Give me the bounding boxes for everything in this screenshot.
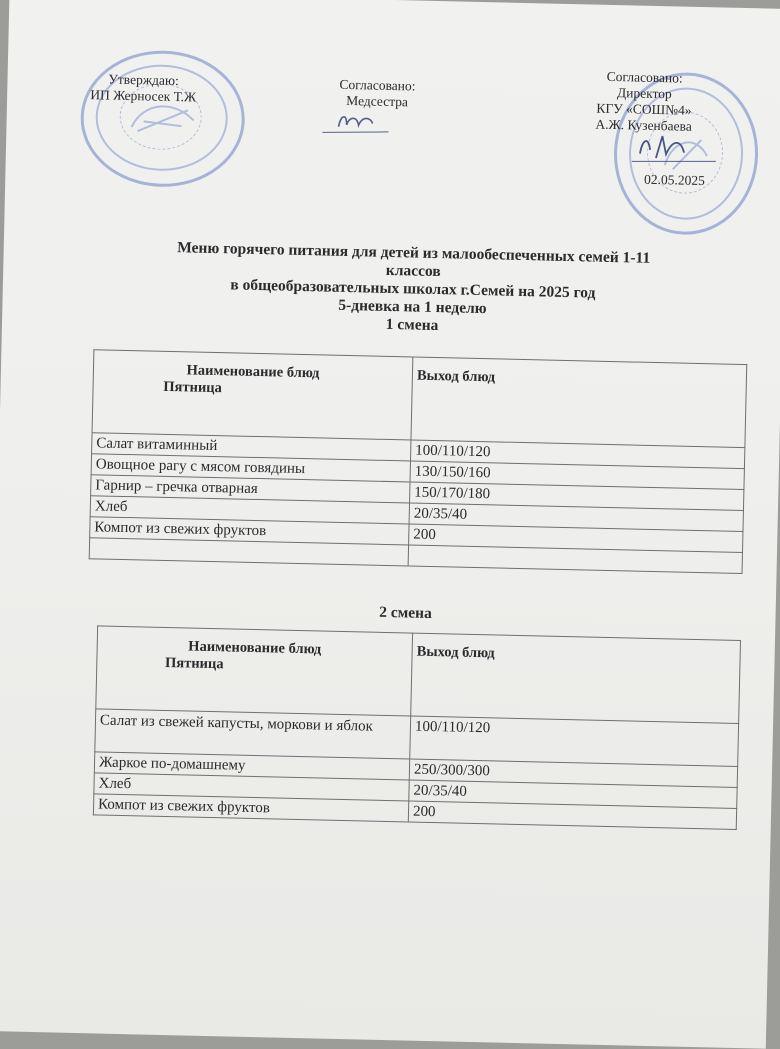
nurse-signature [316,106,397,138]
dish-cell: Жаркое по-домашнему [94,752,409,780]
approval-right-title: Согласовано: [606,68,683,86]
approval-right-org: КГУ «СОШ№4» [596,100,692,118]
output-cell: 100/110/120 [410,440,744,469]
approval-right [578,68,709,135]
title-line-4: 5-дневка на 1 неделю [338,296,487,318]
title-line-1: Меню горячего питания для детей из малообеспеченных семей 1-11 [177,239,651,267]
approval-middle-role: Медсестра [346,92,409,110]
approval-left-name: ИП Жерносек Т.Ж [90,87,197,105]
shift2-menu-table [93,625,741,830]
approval-left [73,71,214,106]
shift2-label: 2 смена [379,603,433,622]
dish-cell: Овощное рагу с мясом говядины [91,454,410,482]
table-header-row [92,350,747,448]
output-cell: 20/35/40 [409,780,737,808]
shift1-menu-table [89,349,748,574]
dish-cell: Хлеб [90,496,409,524]
approval-left-title: Утверждаю: [108,71,179,89]
header-day-label: Пятница [163,378,223,397]
output-cell: 200 [408,801,736,829]
approval-middle-title: Согласовано: [339,76,416,94]
header-output-label: Выход блюд [416,643,495,662]
header-output-cell [411,357,747,448]
dish-cell: Компот из свежих фруктов [93,794,408,822]
table-header-row [96,626,741,724]
header-dish-label: Наименование блюд [188,638,322,658]
output-cell: 100/110/120 [410,716,739,766]
title-line-3: в общеобразовательных школах г.Семей на 2025 год [230,276,596,302]
output-cell: 250/300/300 [409,759,737,787]
title-line-2: классов [385,261,441,281]
header-dish-label: Наименование блюд [186,362,320,382]
dish-cell: Гарнир – гречка отварная [91,475,410,503]
output-cell: 150/170/180 [410,482,744,511]
director-signature [626,131,723,173]
output-cell: 20/35/40 [409,503,743,532]
approval-right-role: Директор [616,85,672,102]
output-cell: 200 [409,524,743,553]
dish-cell: Компот из свежих фруктов [90,517,409,545]
header-dish-cell [92,350,413,440]
approval-date: 02.05.2025 [643,171,705,189]
header-output-label: Выход блюд [416,367,496,386]
header-dish-cell [96,626,413,716]
dish-cell: Салат из свежей капусты, моркови и яблок [95,709,411,759]
header-day-label: Пятница [164,654,224,673]
approval-right-name: А.Ж. Кузенбаева [595,116,692,134]
dish-cell: Хлеб [94,773,409,801]
shift1-label: 1 смена [385,315,439,335]
left-seal-stamp [79,49,246,189]
header-output-cell [411,633,741,723]
output-cell: 130/150/160 [410,461,744,490]
dish-cell: Салат витаминный [92,433,411,461]
document-title [72,237,754,342]
